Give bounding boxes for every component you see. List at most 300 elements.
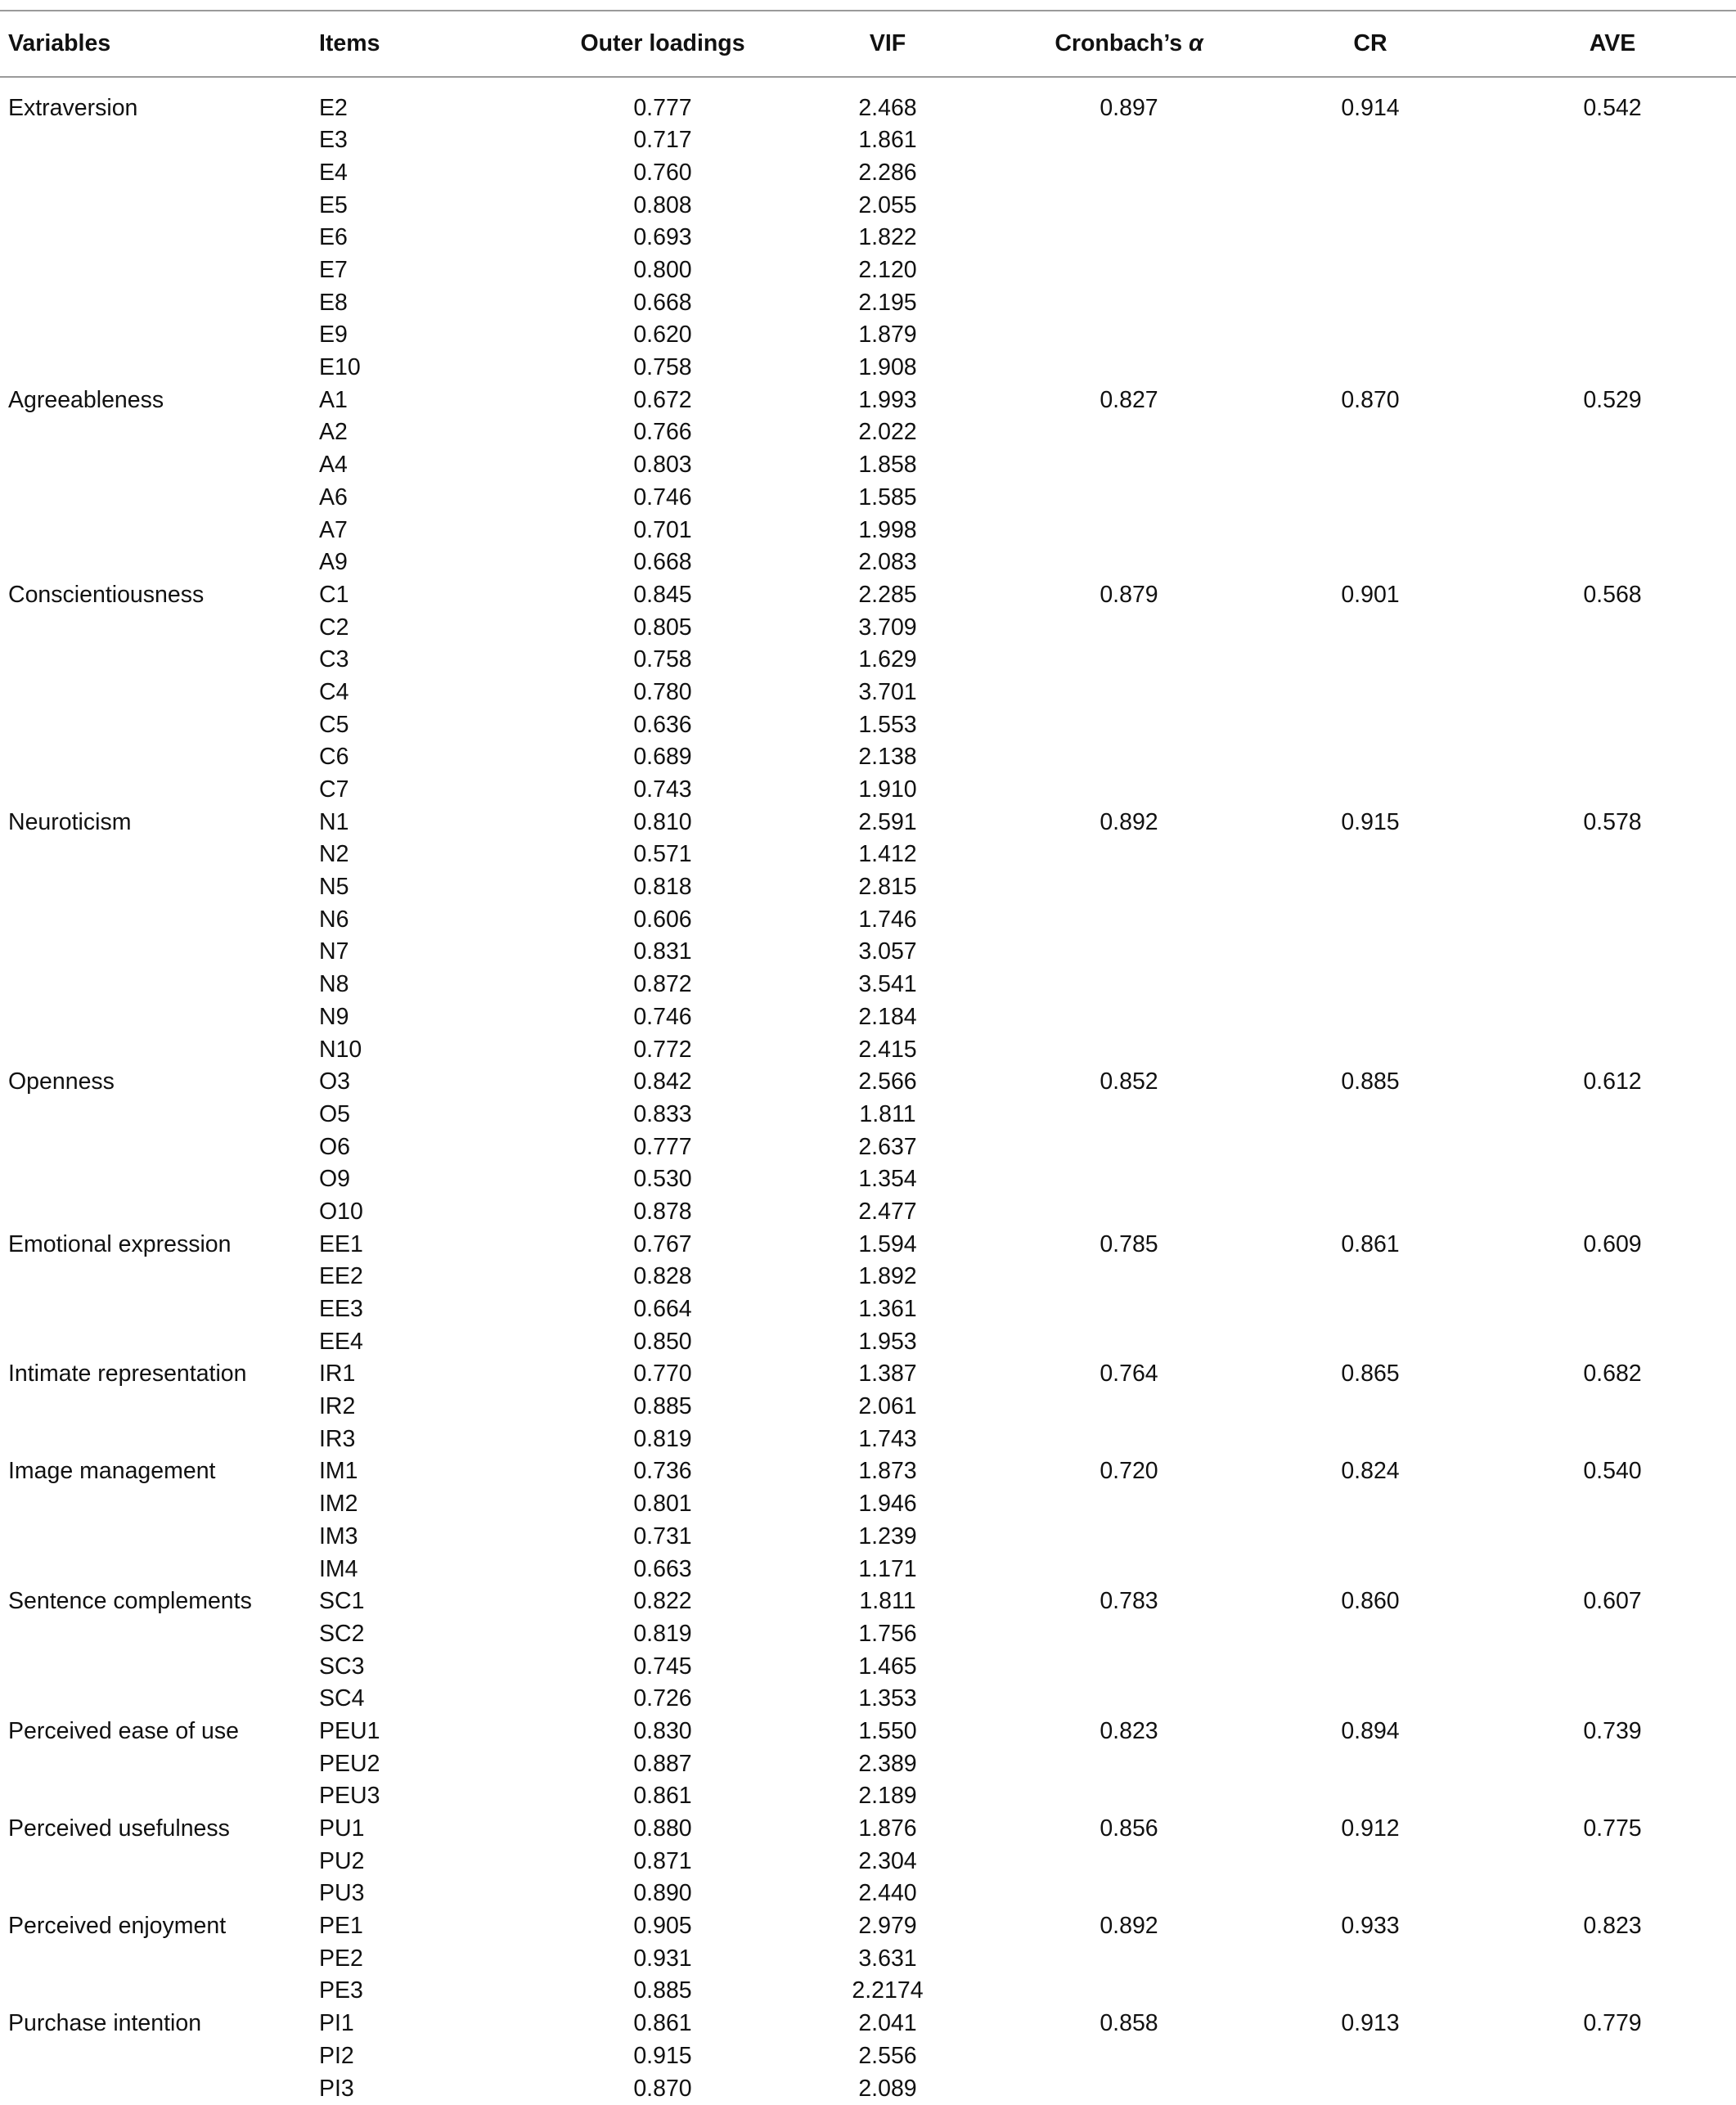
variable-cell xyxy=(0,1195,319,1228)
outer-loading-cell: 0.736 xyxy=(633,1458,692,1485)
item-cell: IM2 xyxy=(319,1491,358,1518)
cr-cell xyxy=(1252,611,1489,644)
item-cell: PU3 xyxy=(319,1880,365,1907)
cronbach-alpha-cell xyxy=(1006,969,1252,1001)
cronbach-alpha-cell xyxy=(1006,1942,1252,1975)
outer-loading-cell: 0.931 xyxy=(633,1945,692,1972)
outer-loading-cell: 0.890 xyxy=(633,1880,692,1907)
ave-cell: 0.609 xyxy=(1583,1230,1642,1257)
cronbach-alpha-cell: 0.823 xyxy=(1100,1717,1158,1744)
variable-cell: Emotional expression xyxy=(8,1230,232,1257)
table-row xyxy=(0,1617,1736,1650)
item-cell: EE1 xyxy=(319,1230,363,1257)
outer-loading-cell: 0.805 xyxy=(633,614,692,641)
vif-cell: 2.195 xyxy=(858,289,917,316)
outer-loading-cell: 0.808 xyxy=(633,191,692,218)
vif-cell: 3.701 xyxy=(858,678,917,705)
cr-cell xyxy=(1252,1293,1489,1325)
table-row xyxy=(0,189,1736,222)
ave-cell xyxy=(1489,1747,1736,1780)
ave-cell xyxy=(1489,644,1736,677)
vif-cell: 1.946 xyxy=(858,1491,917,1518)
variable-cell xyxy=(0,676,319,708)
cr-cell xyxy=(1252,1617,1489,1650)
item-cell: C6 xyxy=(319,744,349,771)
cronbach-alpha-cell xyxy=(1006,1553,1252,1585)
item-cell: O3 xyxy=(319,1068,351,1095)
table-row xyxy=(0,254,1736,286)
cronbach-alpha-cell xyxy=(1006,1001,1252,1033)
outer-loading-cell: 0.810 xyxy=(633,808,692,835)
table-row xyxy=(0,352,1736,385)
cronbach-alpha-cell xyxy=(1006,1195,1252,1228)
cronbach-alpha-cell xyxy=(1006,156,1252,189)
vif-cell: 2.022 xyxy=(858,419,917,446)
cr-cell xyxy=(1252,2072,1489,2105)
ave-cell: 0.529 xyxy=(1583,386,1642,413)
outer-loading-cell: 0.726 xyxy=(633,1685,692,1712)
cr-cell xyxy=(1252,124,1489,157)
cronbach-alpha-cell: 0.858 xyxy=(1100,2010,1158,2037)
ave-cell: 0.779 xyxy=(1583,2010,1642,2037)
vif-cell: 2.2174 xyxy=(852,1977,924,2004)
table-top-spacer xyxy=(0,77,1736,92)
outer-loading-cell: 0.530 xyxy=(633,1166,692,1193)
outer-loading-cell: 0.871 xyxy=(633,1847,692,1874)
cronbach-alpha-cell xyxy=(1006,1975,1252,2008)
variable-cell xyxy=(0,1033,319,1066)
vif-cell: 2.083 xyxy=(858,549,917,576)
table-row xyxy=(0,676,1736,708)
ave-cell xyxy=(1489,1683,1736,1716)
ave-cell xyxy=(1489,1391,1736,1424)
header-variables: Variables xyxy=(0,11,319,77)
table-row xyxy=(0,1455,1736,1488)
cronbach-alpha-cell xyxy=(1006,546,1252,579)
variable-cell xyxy=(0,1747,319,1780)
cronbach-alpha-cell xyxy=(1006,1131,1252,1163)
header-cronbach-label: Cronbach’s xyxy=(1055,30,1189,56)
variable-cell xyxy=(0,2072,319,2105)
outer-loading-cell: 0.766 xyxy=(633,419,692,446)
variable-cell xyxy=(0,1975,319,2008)
cr-cell: 0.870 xyxy=(1341,386,1400,413)
cr-cell xyxy=(1252,1780,1489,1813)
ave-cell: 0.607 xyxy=(1583,1588,1642,1615)
cronbach-alpha-cell: 0.852 xyxy=(1100,1068,1158,1095)
item-cell: PE1 xyxy=(319,1913,363,1940)
cr-cell: 0.933 xyxy=(1341,1913,1400,1940)
outer-loading-cell: 0.758 xyxy=(633,646,692,673)
ave-cell xyxy=(1489,481,1736,514)
cr-cell xyxy=(1252,222,1489,254)
cronbach-alpha-cell xyxy=(1006,1325,1252,1358)
cr-cell xyxy=(1252,1423,1489,1455)
variable-cell: Perceived ease of use xyxy=(8,1717,240,1744)
cronbach-alpha-cell xyxy=(1006,903,1252,936)
variable-cell xyxy=(0,1780,319,1813)
vif-cell: 1.998 xyxy=(858,516,917,543)
item-cell: PU1 xyxy=(319,1815,365,1842)
table-row xyxy=(0,1033,1736,1066)
vif-cell: 2.477 xyxy=(858,1198,917,1225)
outer-loading-cell: 0.772 xyxy=(633,1036,692,1063)
ave-cell xyxy=(1489,1878,1736,1910)
cr-cell xyxy=(1252,1845,1489,1878)
outer-loading-cell: 0.743 xyxy=(633,776,692,803)
ave-cell: 0.542 xyxy=(1583,94,1642,121)
vif-cell: 2.815 xyxy=(858,874,917,901)
cr-cell xyxy=(1252,969,1489,1001)
vif-cell: 1.861 xyxy=(858,127,917,154)
vif-cell: 2.468 xyxy=(858,94,917,121)
cr-cell xyxy=(1252,416,1489,449)
ave-cell xyxy=(1489,1845,1736,1878)
cr-cell: 0.885 xyxy=(1341,1068,1400,1095)
cronbach-alpha-cell xyxy=(1006,1163,1252,1196)
ave-cell xyxy=(1489,514,1736,546)
variable-cell xyxy=(0,1163,319,1196)
table-row xyxy=(0,1975,1736,2008)
table-row xyxy=(0,903,1736,936)
ave-cell xyxy=(1489,1650,1736,1683)
variable-cell xyxy=(0,1878,319,1910)
variable-cell xyxy=(0,611,319,644)
item-cell: SC3 xyxy=(319,1653,365,1680)
cr-cell xyxy=(1252,286,1489,319)
table-body xyxy=(0,77,1736,2105)
variable-cell: Conscientiousness xyxy=(8,581,205,608)
ave-cell xyxy=(1489,254,1736,286)
table-row xyxy=(0,222,1736,254)
outer-loading-cell: 0.672 xyxy=(633,386,692,413)
vif-cell: 1.629 xyxy=(858,646,917,673)
vif-cell: 1.387 xyxy=(858,1361,917,1388)
cronbach-alpha-cell xyxy=(1006,449,1252,482)
header-ave: AVE xyxy=(1489,11,1736,77)
cronbach-alpha-cell xyxy=(1006,124,1252,157)
cr-cell: 0.865 xyxy=(1341,1361,1400,1388)
outer-loading-cell: 0.870 xyxy=(633,2075,692,2102)
variable-cell xyxy=(0,1423,319,1455)
cronbach-alpha-cell xyxy=(1006,2072,1252,2105)
vif-cell: 1.553 xyxy=(858,711,917,738)
outer-loading-cell: 0.668 xyxy=(633,549,692,576)
outer-loading-cell: 0.777 xyxy=(633,1133,692,1160)
variable-cell xyxy=(0,352,319,385)
table-row xyxy=(0,1942,1736,1975)
table-row xyxy=(0,1553,1736,1585)
item-cell: PE3 xyxy=(319,1977,363,2004)
vif-cell: 1.858 xyxy=(858,452,917,479)
ave-cell xyxy=(1489,741,1736,774)
ave-cell xyxy=(1489,1780,1736,1813)
item-cell: E4 xyxy=(319,159,348,186)
item-cell: PEU1 xyxy=(319,1717,380,1744)
cr-cell xyxy=(1252,708,1489,741)
ave-cell xyxy=(1489,2040,1736,2072)
variable-cell xyxy=(0,936,319,969)
cr-cell: 0.914 xyxy=(1341,94,1400,121)
item-cell: E3 xyxy=(319,127,348,154)
cronbach-alpha-cell xyxy=(1006,254,1252,286)
cr-cell xyxy=(1252,1975,1489,2008)
item-cell: C7 xyxy=(319,776,349,803)
vif-cell: 2.556 xyxy=(858,2042,917,2069)
cr-cell xyxy=(1252,903,1489,936)
vif-cell: 1.412 xyxy=(858,841,917,868)
cr-cell xyxy=(1252,1942,1489,1975)
vif-cell: 2.979 xyxy=(858,1913,917,1940)
cr-cell xyxy=(1252,156,1489,189)
vif-cell: 1.171 xyxy=(858,1555,917,1582)
cr-cell xyxy=(1252,319,1489,352)
cr-cell xyxy=(1252,254,1489,286)
outer-loading-cell: 0.880 xyxy=(633,1815,692,1842)
table-row xyxy=(0,1520,1736,1553)
table-row xyxy=(0,1585,1736,1618)
cronbach-alpha-cell xyxy=(1006,1845,1252,1878)
cr-cell xyxy=(1252,936,1489,969)
outer-loading-cell: 0.831 xyxy=(633,938,692,965)
ave-cell xyxy=(1489,1261,1736,1293)
cr-cell xyxy=(1252,773,1489,806)
table-row xyxy=(0,936,1736,969)
vif-cell: 2.184 xyxy=(858,1003,917,1030)
cronbach-alpha-cell: 0.879 xyxy=(1100,581,1158,608)
vif-cell: 1.743 xyxy=(858,1425,917,1452)
item-cell: A6 xyxy=(319,484,348,511)
table-row xyxy=(0,1131,1736,1163)
cronbach-alpha-cell: 0.785 xyxy=(1100,1230,1158,1257)
ave-cell xyxy=(1489,969,1736,1001)
vif-cell: 1.876 xyxy=(858,1815,917,1842)
ave-cell xyxy=(1489,676,1736,708)
cr-cell: 0.860 xyxy=(1341,1588,1400,1615)
cr-cell xyxy=(1252,1391,1489,1424)
variable-cell: Intimate representation xyxy=(8,1361,247,1388)
cronbach-alpha-cell xyxy=(1006,871,1252,904)
outer-loading-cell: 0.803 xyxy=(633,452,692,479)
variable-cell: Perceived usefulness xyxy=(8,1815,230,1842)
ave-cell xyxy=(1489,611,1736,644)
header-cr: CR xyxy=(1252,11,1489,77)
vif-cell: 2.440 xyxy=(858,1880,917,1907)
variable-cell xyxy=(0,189,319,222)
vif-cell: 1.892 xyxy=(858,1263,917,1290)
cr-cell xyxy=(1252,1033,1489,1066)
outer-loading-cell: 0.571 xyxy=(633,841,692,868)
item-cell: E10 xyxy=(319,354,361,381)
ave-cell xyxy=(1489,1975,1736,2008)
ave-cell xyxy=(1489,1617,1736,1650)
item-cell: O9 xyxy=(319,1166,351,1193)
vif-cell: 2.055 xyxy=(858,191,917,218)
item-cell: C1 xyxy=(319,581,349,608)
cronbach-alpha-cell xyxy=(1006,1391,1252,1424)
ave-cell xyxy=(1489,1033,1736,1066)
ave-cell xyxy=(1489,1131,1736,1163)
table-row xyxy=(0,1812,1736,1845)
vif-cell: 1.756 xyxy=(858,1620,917,1647)
variable-cell: Neuroticism xyxy=(8,808,132,835)
vif-cell: 2.285 xyxy=(858,581,917,608)
variable-cell: Extraversion xyxy=(8,94,138,121)
outer-loading-cell: 0.606 xyxy=(633,906,692,933)
variable-cell xyxy=(0,1650,319,1683)
cronbach-alpha-cell xyxy=(1006,644,1252,677)
item-cell: EE3 xyxy=(319,1296,363,1323)
outer-loading-cell: 0.885 xyxy=(633,1977,692,2004)
ave-cell xyxy=(1489,839,1736,871)
outer-loading-cell: 0.861 xyxy=(633,2010,692,2037)
variable-cell: Purchase intention xyxy=(8,2010,202,2037)
cr-cell xyxy=(1252,1261,1489,1293)
item-cell: C2 xyxy=(319,614,349,641)
table-row xyxy=(0,1910,1736,1943)
table-row xyxy=(0,969,1736,1001)
header-vif: VIF xyxy=(769,11,1006,77)
vif-cell: 1.465 xyxy=(858,1653,917,1680)
cronbach-alpha-cell: 0.827 xyxy=(1100,386,1158,413)
cr-cell: 0.894 xyxy=(1341,1717,1400,1744)
cr-cell xyxy=(1252,1553,1489,1585)
cr-cell xyxy=(1252,741,1489,774)
outer-loading-cell: 0.636 xyxy=(633,711,692,738)
ave-cell xyxy=(1489,416,1736,449)
outer-loading-cell: 0.663 xyxy=(633,1555,692,1582)
table-row xyxy=(0,2072,1736,2105)
table-row xyxy=(0,416,1736,449)
ave-cell xyxy=(1489,189,1736,222)
vif-cell: 2.415 xyxy=(858,1036,917,1063)
item-cell: E2 xyxy=(319,94,348,121)
cr-cell: 0.913 xyxy=(1341,2010,1400,2037)
vif-cell: 2.566 xyxy=(858,1068,917,1095)
outer-loading-cell: 0.668 xyxy=(633,289,692,316)
cr-cell: 0.915 xyxy=(1341,808,1400,835)
ave-cell xyxy=(1489,222,1736,254)
cronbach-alpha-cell xyxy=(1006,839,1252,871)
cronbach-alpha-cell xyxy=(1006,1261,1252,1293)
outer-loading-cell: 0.664 xyxy=(633,1296,692,1323)
table-row xyxy=(0,1293,1736,1325)
vif-cell: 1.910 xyxy=(858,776,917,803)
table-header xyxy=(0,11,1736,77)
vif-cell: 2.061 xyxy=(858,1393,917,1420)
cronbach-alpha-cell xyxy=(1006,352,1252,385)
item-cell: SC1 xyxy=(319,1588,365,1615)
cr-cell xyxy=(1252,546,1489,579)
cronbach-alpha-cell: 0.892 xyxy=(1100,808,1158,835)
vif-cell: 1.811 xyxy=(859,1100,916,1127)
cr-cell xyxy=(1252,676,1489,708)
ave-cell xyxy=(1489,871,1736,904)
ave-cell: 0.775 xyxy=(1583,1815,1642,1842)
header-alpha-symbol: α xyxy=(1188,30,1203,56)
variable-cell xyxy=(0,773,319,806)
header-cronbach-alpha xyxy=(1006,11,1252,77)
item-cell: IR3 xyxy=(319,1425,356,1452)
item-cell: SC2 xyxy=(319,1620,365,1647)
cronbach-alpha-cell xyxy=(1006,319,1252,352)
vif-cell: 1.353 xyxy=(858,1685,917,1712)
cr-cell xyxy=(1252,1650,1489,1683)
cronbach-alpha-cell xyxy=(1006,189,1252,222)
ave-cell xyxy=(1489,1423,1736,1455)
vif-cell: 1.993 xyxy=(858,386,917,413)
variable-cell xyxy=(0,1131,319,1163)
item-cell: PI3 xyxy=(319,2075,354,2102)
item-cell: E5 xyxy=(319,191,348,218)
outer-loading-cell: 0.872 xyxy=(633,971,692,998)
ave-cell xyxy=(1489,936,1736,969)
item-cell: N9 xyxy=(319,1003,349,1030)
table-row xyxy=(0,1358,1736,1391)
table-row xyxy=(0,1650,1736,1683)
table-row xyxy=(0,1878,1736,1910)
header-row xyxy=(0,11,1736,77)
outer-loading-cell: 0.850 xyxy=(633,1328,692,1355)
table-row xyxy=(0,449,1736,482)
vif-cell: 2.120 xyxy=(858,257,917,284)
item-cell: O10 xyxy=(319,1198,363,1225)
outer-loading-cell: 0.801 xyxy=(633,1491,692,1518)
outer-loading-cell: 0.861 xyxy=(633,1783,692,1810)
header-items: Items xyxy=(319,11,556,77)
cronbach-alpha-cell: 0.720 xyxy=(1100,1458,1158,1485)
outer-loading-cell: 0.819 xyxy=(633,1620,692,1647)
table-row xyxy=(0,1325,1736,1358)
variable-cell xyxy=(0,1293,319,1325)
cronbach-alpha-cell xyxy=(1006,1033,1252,1066)
cronbach-alpha-cell xyxy=(1006,1520,1252,1553)
cronbach-alpha-cell xyxy=(1006,1650,1252,1683)
ave-cell xyxy=(1489,1163,1736,1196)
cronbach-alpha-cell xyxy=(1006,1683,1252,1716)
ave-cell xyxy=(1489,2072,1736,2105)
ave-cell xyxy=(1489,1553,1736,1585)
outer-loading-cell: 0.689 xyxy=(633,744,692,771)
item-cell: EE4 xyxy=(319,1328,363,1355)
cronbach-alpha-cell xyxy=(1006,1878,1252,1910)
cr-cell xyxy=(1252,1001,1489,1033)
cr-cell xyxy=(1252,871,1489,904)
table-row xyxy=(0,2040,1736,2072)
outer-loading-cell: 0.758 xyxy=(633,354,692,381)
vif-cell: 1.873 xyxy=(858,1458,917,1485)
ave-cell: 0.612 xyxy=(1583,1068,1642,1095)
cronbach-alpha-cell xyxy=(1006,1747,1252,1780)
table-row xyxy=(0,124,1736,157)
item-cell: E9 xyxy=(319,322,348,349)
cr-cell xyxy=(1252,1131,1489,1163)
variable-cell xyxy=(0,254,319,286)
outer-loading-cell: 0.800 xyxy=(633,257,692,284)
variable-cell: Perceived enjoyment xyxy=(8,1913,227,1940)
item-cell: C3 xyxy=(319,646,349,673)
cr-cell: 0.824 xyxy=(1341,1458,1400,1485)
ave-cell xyxy=(1489,1942,1736,1975)
outer-loading-cell: 0.822 xyxy=(633,1588,692,1615)
item-cell: C5 xyxy=(319,711,349,738)
cr-cell xyxy=(1252,1195,1489,1228)
ave-cell: 0.540 xyxy=(1583,1458,1642,1485)
outer-loading-cell: 0.701 xyxy=(633,516,692,543)
cronbach-alpha-cell xyxy=(1006,416,1252,449)
cronbach-alpha-cell xyxy=(1006,773,1252,806)
table-row xyxy=(0,1066,1736,1099)
